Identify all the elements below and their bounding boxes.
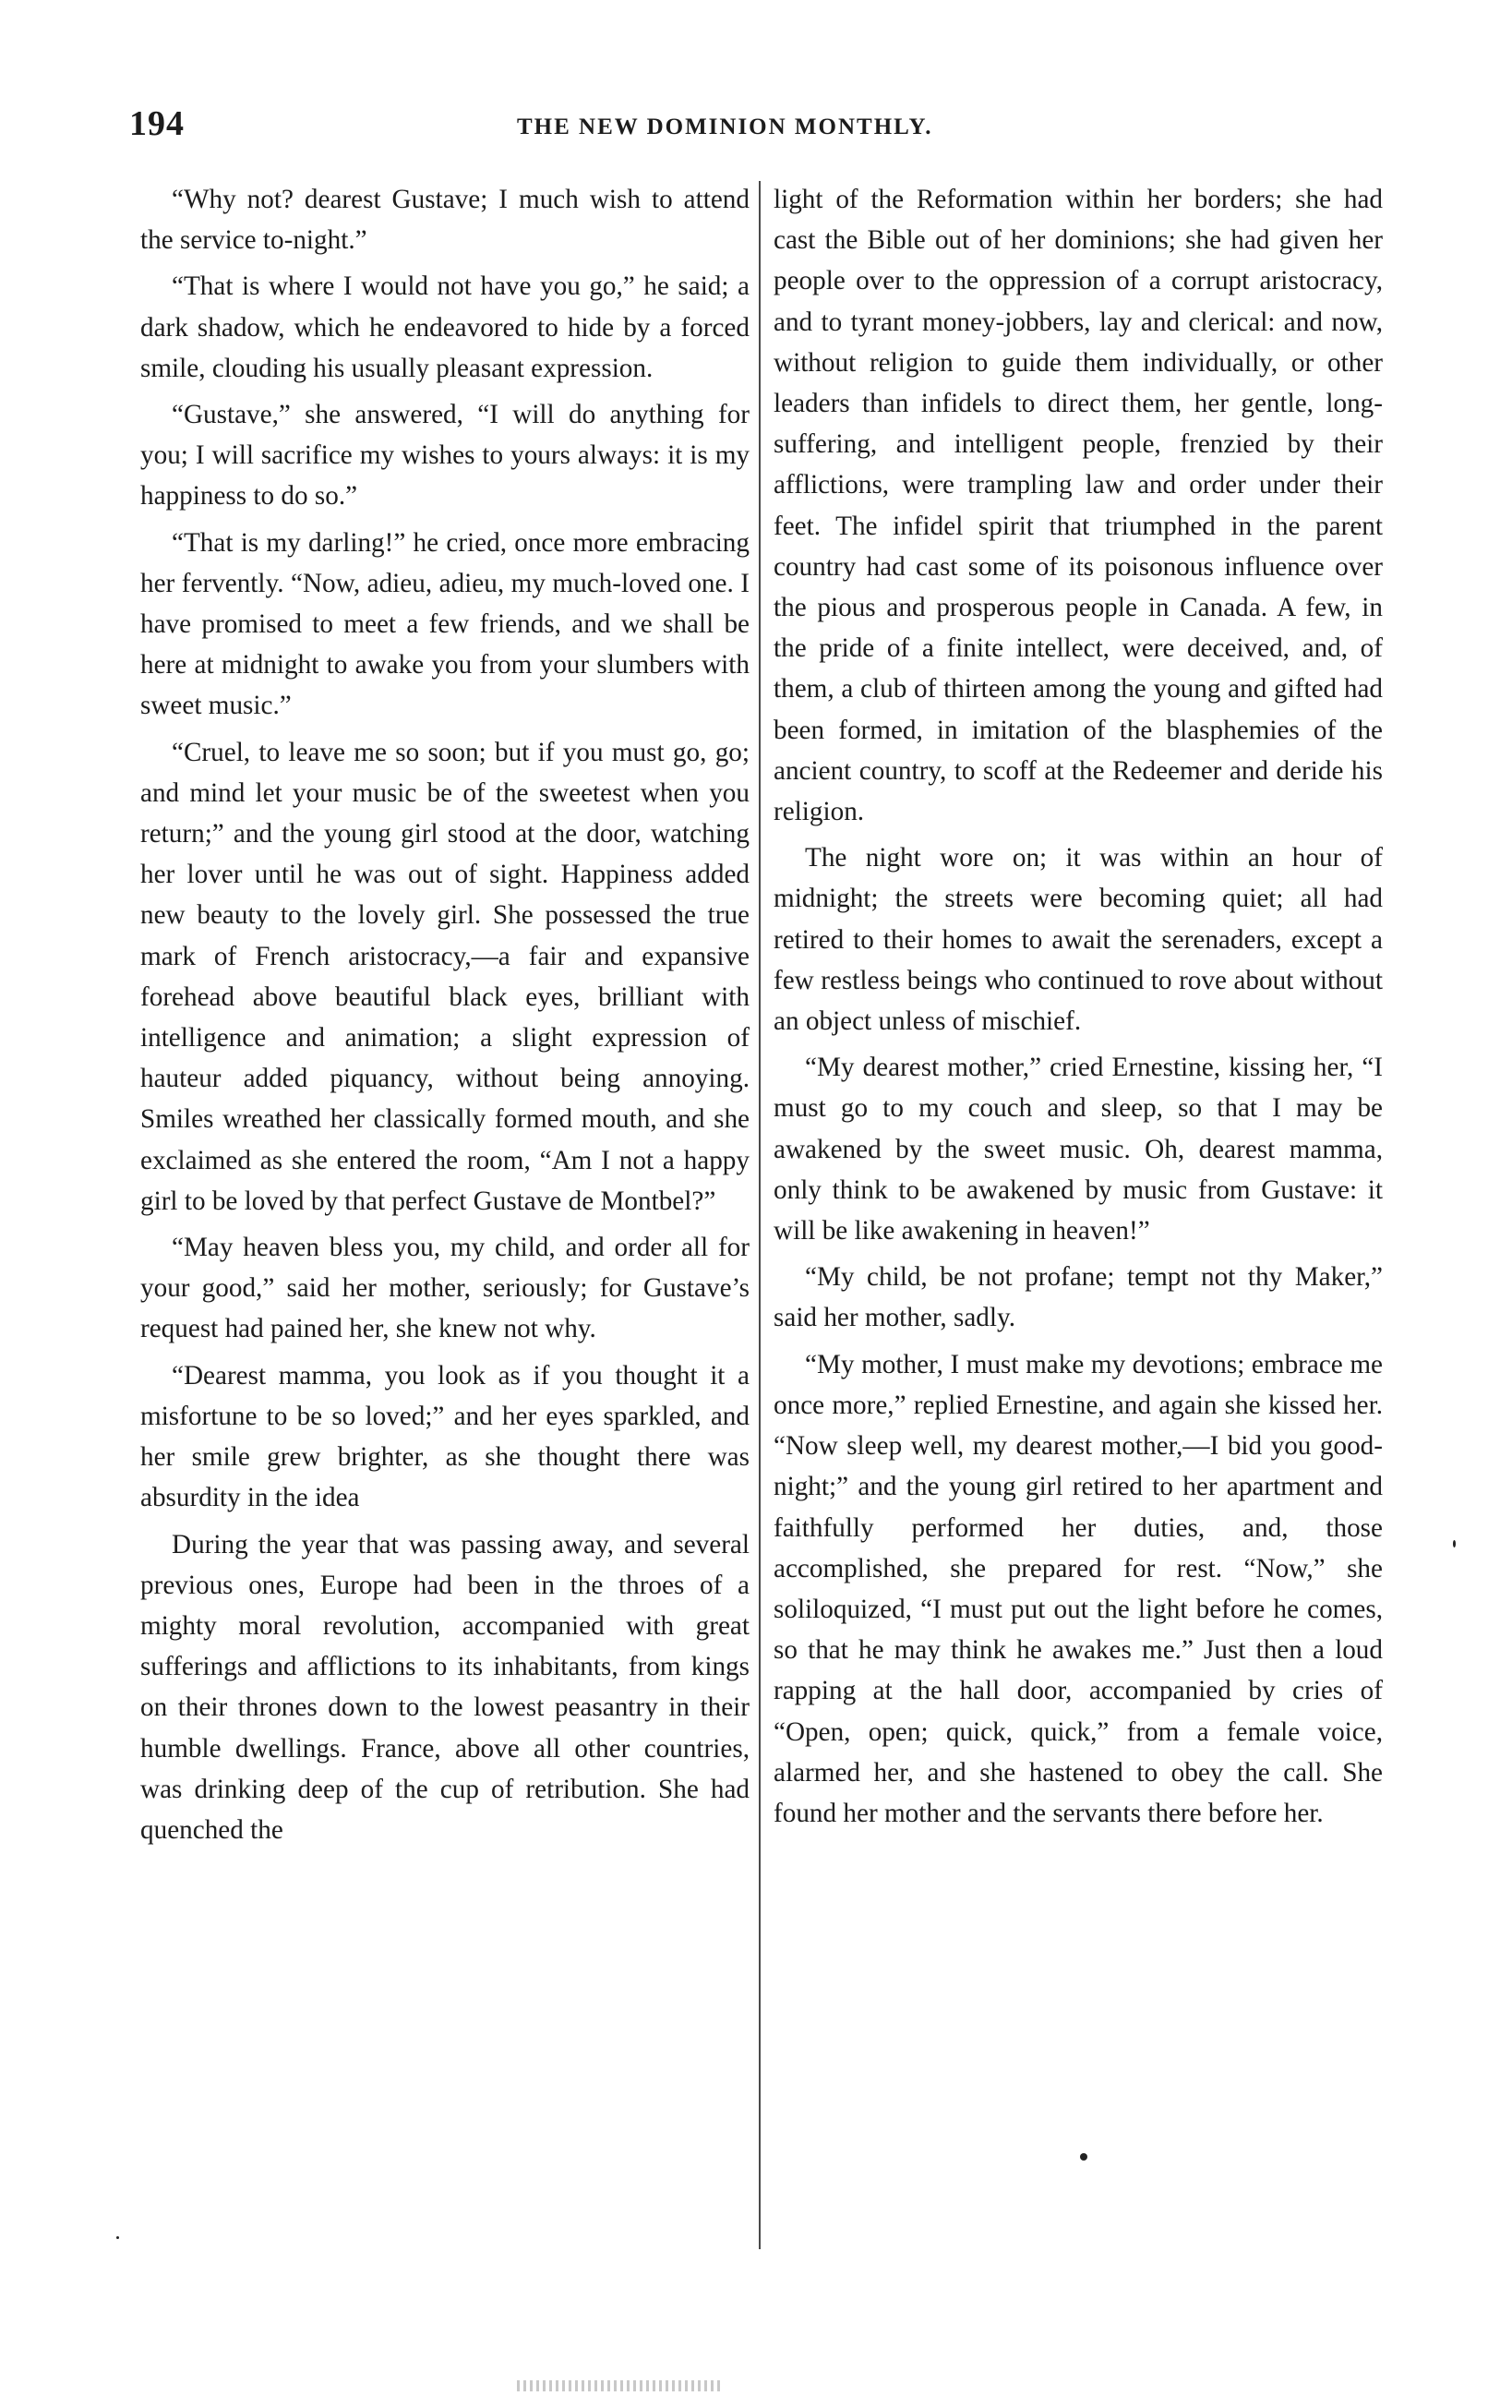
- paragraph: “May heaven bless you, my child, and order all for your good,” said her mother, seriously; for Gustave’s request had pained her, she knew not why.: [140, 1233, 750, 1344]
- paragraph: “Why not? dearest Gustave; I much wish to attend the service to-night.”: [140, 185, 750, 256]
- page-header: [129, 103, 1431, 159]
- paragraph: “That is my darling!” he cried, once more embracing her fervently. “Now, adieu, adieu, my much-loved one. I have promised to meet a few friends, and we shall be here at midnight to awake you from your slumbers with sweet music.”: [140, 527, 750, 721]
- paragraph: During the year that was passing away, and several previous ones, Europe had been in the throes of a mighty moral revolution, accompanied with great sufferings and afflictions to its inhabitants, from kings on their thrones down to the lowest peasantry in their humble dwellings. France, above all other countries, was drinking deep of the cup of retribution. She had quenched the: [140, 1529, 750, 1845]
- paragraph: “Gustave,” she answered, “I will do anything for you; I will sacrifice my wishes to yours always: it is my happiness to do so.”: [140, 400, 750, 512]
- paragraph: “Dearest mamma, you look as if you thought it a misfortune to be so loved;” and her eyes sparkled, and her smile grew brighter, as she thought there was absurdity in the idea: [140, 1360, 750, 1513]
- left-column: [140, 179, 750, 1856]
- ink-speck: [1080, 2153, 1087, 2161]
- paragraph: The night wore on; it was within an hour of midnight; the streets were becoming quiet; all had retired to their homes to await the serenaders, except a few restless beings who continued to rove about without an object unless of mischief.: [774, 843, 1383, 1037]
- paragraph: “Cruel, to leave me so soon; but if you must go, go; and mind let your music be of the sweetest when you return;” and the young girl stood at the door, watching her lover until he was out of sight. Happiness added new beauty to the lovely girl. She possessed the true mark of French aristocracy,—a fair and expansive forehead above beautiful black eyes, brilliant with intelligence and animation; a slight expression of hauteur added piquancy, without being annoying. Smiles wreathed her classically formed mouth, and she exclaimed as she entered the room, “Am I not a happy girl to be loved by that perfect Gustave de Montbel?”: [140, 737, 750, 1216]
- page-number: 194: [129, 104, 185, 143]
- running-head: THE NEW DOMINION MONTHLY.: [517, 114, 933, 139]
- ink-speck: [1453, 1540, 1456, 1547]
- paragraph: “That is where I would not have you go,” he said; a dark shadow, which he endeavored to hide by a forced smile, clouding his usually pleasant expression.: [140, 271, 750, 383]
- paragraph: “My dearest mother,” cried Ernestine, kissing her, “I must go to my couch and sleep, so that I may be awakened by the sweet music. Oh, dearest mamma, only think to be awakened by music from Gustave: it will be like awakening in heaven!”: [774, 1053, 1383, 1246]
- paragraph: “My mother, I must make my devotions; embrace me once more,” replied Ernestine, and again she kissed her. “Now sleep well, my dearest mother,—I bid you good-night;” and the young girl retired to her apartment and faithfully performed her duties, and, those accomplished, she prepared for rest. “Now,” she soliloquized, “I must put out the light before he comes, so that he may think he awakes me.” Just then a loud rapping at the hall door, accompanied by cries of “Open, open; quick, quick,” from a female voice, alarmed her, and she hastened to obey the call. She found her mother and the servants there before her.: [774, 1349, 1383, 1828]
- right-column: [774, 179, 1383, 1839]
- ink-speck: [116, 2236, 119, 2239]
- paragraph-continuation: light of the Reformation within her borders; she had cast the Bible out of her dominions; she had given her people over to the oppression of a corrupt aristocracy, and to tyrant money-jobbers, lay and clerical: and now, without religion to guide them individually, or other leaders than infidels to direct them, her gentle, long-suffering, and intelligent people, frenzied by their afflictions, were trampling law and order under their feet. The infidel spirit that triumphed in the parent country had cast some of its poisonous influence over the pious and prosperous people in Canada. A few, in the pride of a finite intellect, were deceived, and, of them, a club of thirteen among the young and gifted had been formed, in imitation of the blasphemies of the ancient country, to scoff at the Redeemer and deride his religion.: [774, 185, 1383, 827]
- scan-smudge: [517, 2380, 720, 2391]
- paragraph: “My child, be not profane; tempt not thy Maker,” said her mother, sadly.: [774, 1262, 1383, 1333]
- column-divider: [759, 181, 761, 2249]
